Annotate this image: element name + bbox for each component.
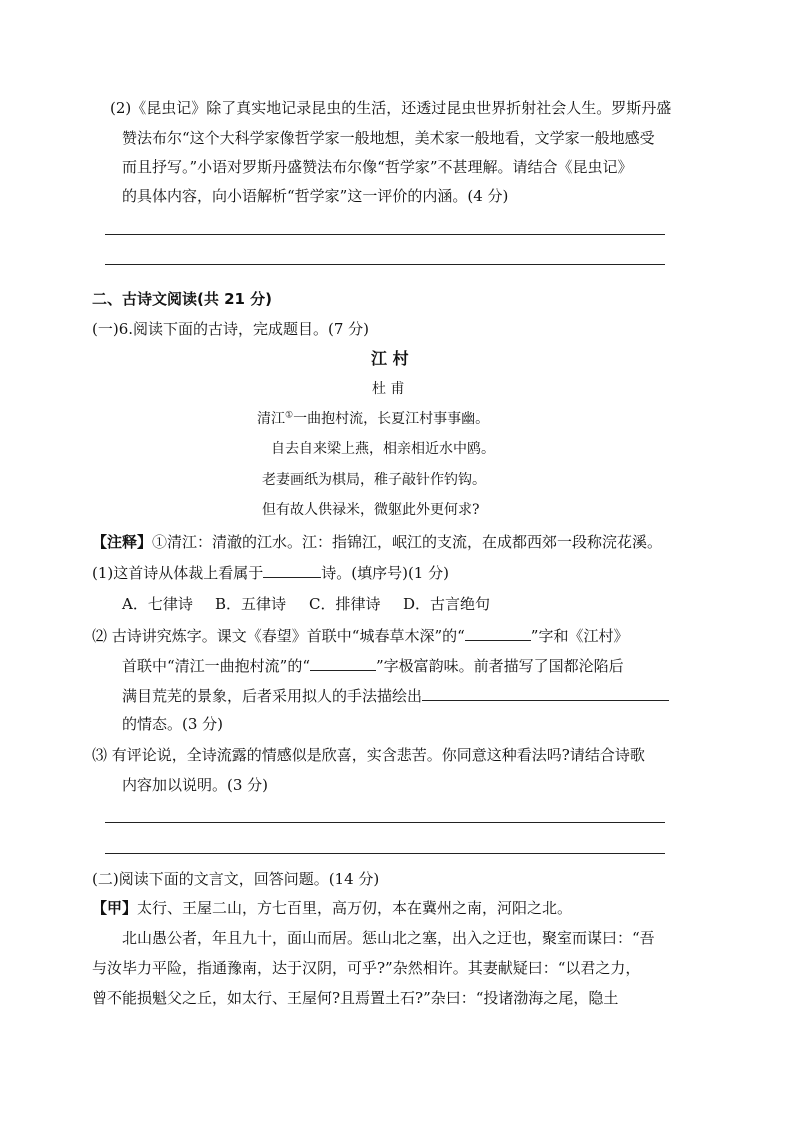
- poem-title: 江 村: [371, 349, 409, 368]
- passage-line-4: 曾不能损魁父之丘，如太行、王屋何?且焉置土石?”杂曰：“投诸渤海之尾，隐土: [92, 989, 619, 1007]
- fill-blank[interactable]: [263, 562, 321, 578]
- answer-line: [105, 822, 665, 823]
- fill-blank[interactable]: [310, 655, 376, 671]
- poem-line-3: 老妻画纸为棋局，稚子敲针作钓钩。: [262, 472, 486, 488]
- q6-3-line-2: 内容加以说明。(3 分): [122, 776, 269, 794]
- q7-intro: (二)阅读下面的文言文，回答问题。(14 分): [92, 870, 380, 888]
- section-heading: 二、古诗文阅读(共 21 分): [92, 290, 273, 308]
- q6-2-line-2: 首联中“清江一曲抱村流”的“ ”字极富韵味。前者描写了国都沦陷后: [122, 657, 624, 675]
- answer-line: [105, 264, 665, 265]
- fill-blank[interactable]: [422, 685, 669, 701]
- option-b: B．五律诗: [215, 595, 287, 613]
- q5-2-line-1: (2)《昆虫记》除了真实地记录昆虫的生活，还透过昆虫世界折射社会人生。罗斯丹盛: [110, 99, 672, 117]
- poem-line-2: 自去自来梁上燕，相亲相近水中鸥。: [271, 441, 495, 457]
- q6-3-line-1: ⑶ 有评论说，全诗流露的情感似是欣喜，实含悲苦。你同意这种看法吗?请结合诗歌: [92, 746, 645, 764]
- answer-line: [105, 853, 665, 854]
- q5-2-line-3: 而且抒写。”小语对罗斯丹盛赞法布尔像“哲学家”不甚理解。请结合《昆虫记》: [122, 158, 633, 176]
- passage-jia-line-1: 【甲】太行、王屋二山，方七百里，高万仞，本在冀州之南，河阳之北。: [92, 899, 573, 917]
- q5-2-line-4: 的具体内容，向小语解析“哲学家”这一评价的内涵。(4 分): [122, 187, 509, 205]
- q5-2-line-2: 赞法布尔“这个大科学家像哲学家一般地想，美术家一般地看，文学家一般地感受: [122, 129, 655, 147]
- poem-line-1: 清江①一曲抱村流，长夏江村事事幽。: [257, 410, 490, 427]
- q6-2-line-3: 满目荒芜的景象，后者采用拟人的手法描绘出: [122, 685, 669, 706]
- passage-label: 【甲】: [92, 899, 138, 917]
- passage-line-2: 北山愚公者，年且九十，面山而居。惩山北之塞，出入之迂也，聚室而谋曰：“吾: [122, 929, 655, 947]
- footnote-marker: ①: [285, 410, 294, 421]
- q6-1: (1)这首诗从体裁上看属于 诗。(填序号)(1 分): [92, 564, 449, 582]
- option-a: A．七律诗: [122, 595, 193, 613]
- q6-2-line-4: 的情态。(3 分): [122, 715, 224, 733]
- poem-author: 杜 甫: [372, 381, 405, 397]
- passage-line-3: 与汝毕力平险，指通豫南，达于汉阴，可乎?”杂然相许。其妻献疑曰：“以君之力，: [92, 959, 641, 977]
- option-d: D．古言绝句: [403, 595, 491, 613]
- q6-intro: (一)6.阅读下面的古诗，完成题目。(7 分): [92, 320, 370, 338]
- poem-line-4: 但有故人供禄米，微躯此外更何求?: [262, 502, 480, 518]
- q6-2-line-1: ⑵ 古诗讲究炼字。课文《春望》首联中“城春草木深”的“ ”字和《江村》: [92, 627, 629, 645]
- annotation: 【注释】①清江：清澈的江水。江：指锦江，岷江的支流，在成都西郊一段称浣花溪。: [92, 533, 663, 551]
- annotation-label: 【注释】: [92, 533, 153, 551]
- option-c: C．排律诗: [309, 595, 381, 613]
- fill-blank[interactable]: [465, 625, 531, 641]
- answer-line: [105, 234, 665, 235]
